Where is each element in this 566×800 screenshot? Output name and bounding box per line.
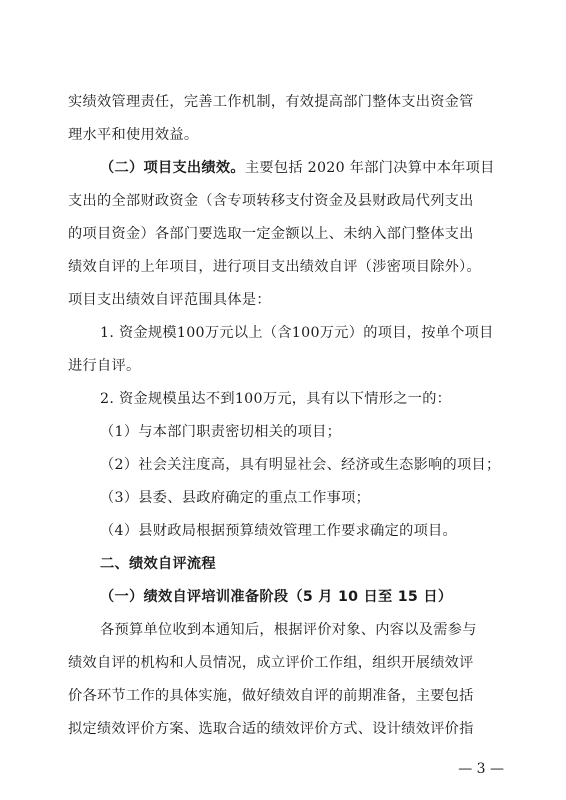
list-item-line: （1）与本部门职责密切相关的项目； [100,424,342,440]
list-item-line: 1. 资金规模100万元以上（含100万元）的项目，按单个项目 [100,325,494,341]
list-item-line: （4）县财政局根据预算绩效管理工作要求确定的项目。 [100,523,458,539]
section-heading-line [100,158,540,178]
subsection-heading: （一）绩效自评培训准备阶段（5 月 10 日至 15 日） [100,589,453,605]
paragraph-line: 拟定绩效评价方案、选取合适的绩效评价方式、设计绩效评价指 [68,721,474,737]
list-item-line: （2）社会关注度高，具有明显社会、经济或生态影响的项目； [100,457,501,473]
list-item-line: （3）县委、县政府确定的重点工作事项； [100,490,371,506]
paragraph-line: 进行自评。 [68,358,141,374]
paragraph-line: 支出的全部财政资金（含专项转移支付资金及县财政局代列支出 [68,193,474,209]
paragraph-line: 理水平和使用效益。 [68,127,199,143]
paragraph-line: 项目支出绩效自评范围具体是： [68,292,271,308]
page-number: — 3 — [458,761,504,777]
paragraph-line: 各预算单位收到本通知后，根据评价对象、内容以及需参与 [100,622,477,638]
paragraph-line: 绩效自评的上年项目，进行项目支出绩效自评（涉密项目除外）。 [68,259,482,275]
paragraph-line: 实绩效管理责任，完善工作机制，有效提高部门整体支出资金管 [68,94,474,110]
paragraph-line: 的项目资金）各部门要选取一定金额以上、未纳入部门整体支出 [68,226,474,242]
paragraph-text: 主要包括 2020 年部门决算中本年项目 [244,160,495,176]
section-heading: 二、绩效自评流程 [100,556,216,572]
paragraph-line: 价各环节工作的具体实施，做好绩效自评的前期准备，主要包括 [68,688,474,704]
subsection-heading: （二）项目支出绩效。 [100,160,245,176]
list-item-line: 2. 资金规模虽达不到100万元，具有以下情形之一的： [100,391,452,407]
paragraph-line: 绩效自评的机构和人员情况，成立评价工作组，组织开展绩效评 [68,655,474,671]
